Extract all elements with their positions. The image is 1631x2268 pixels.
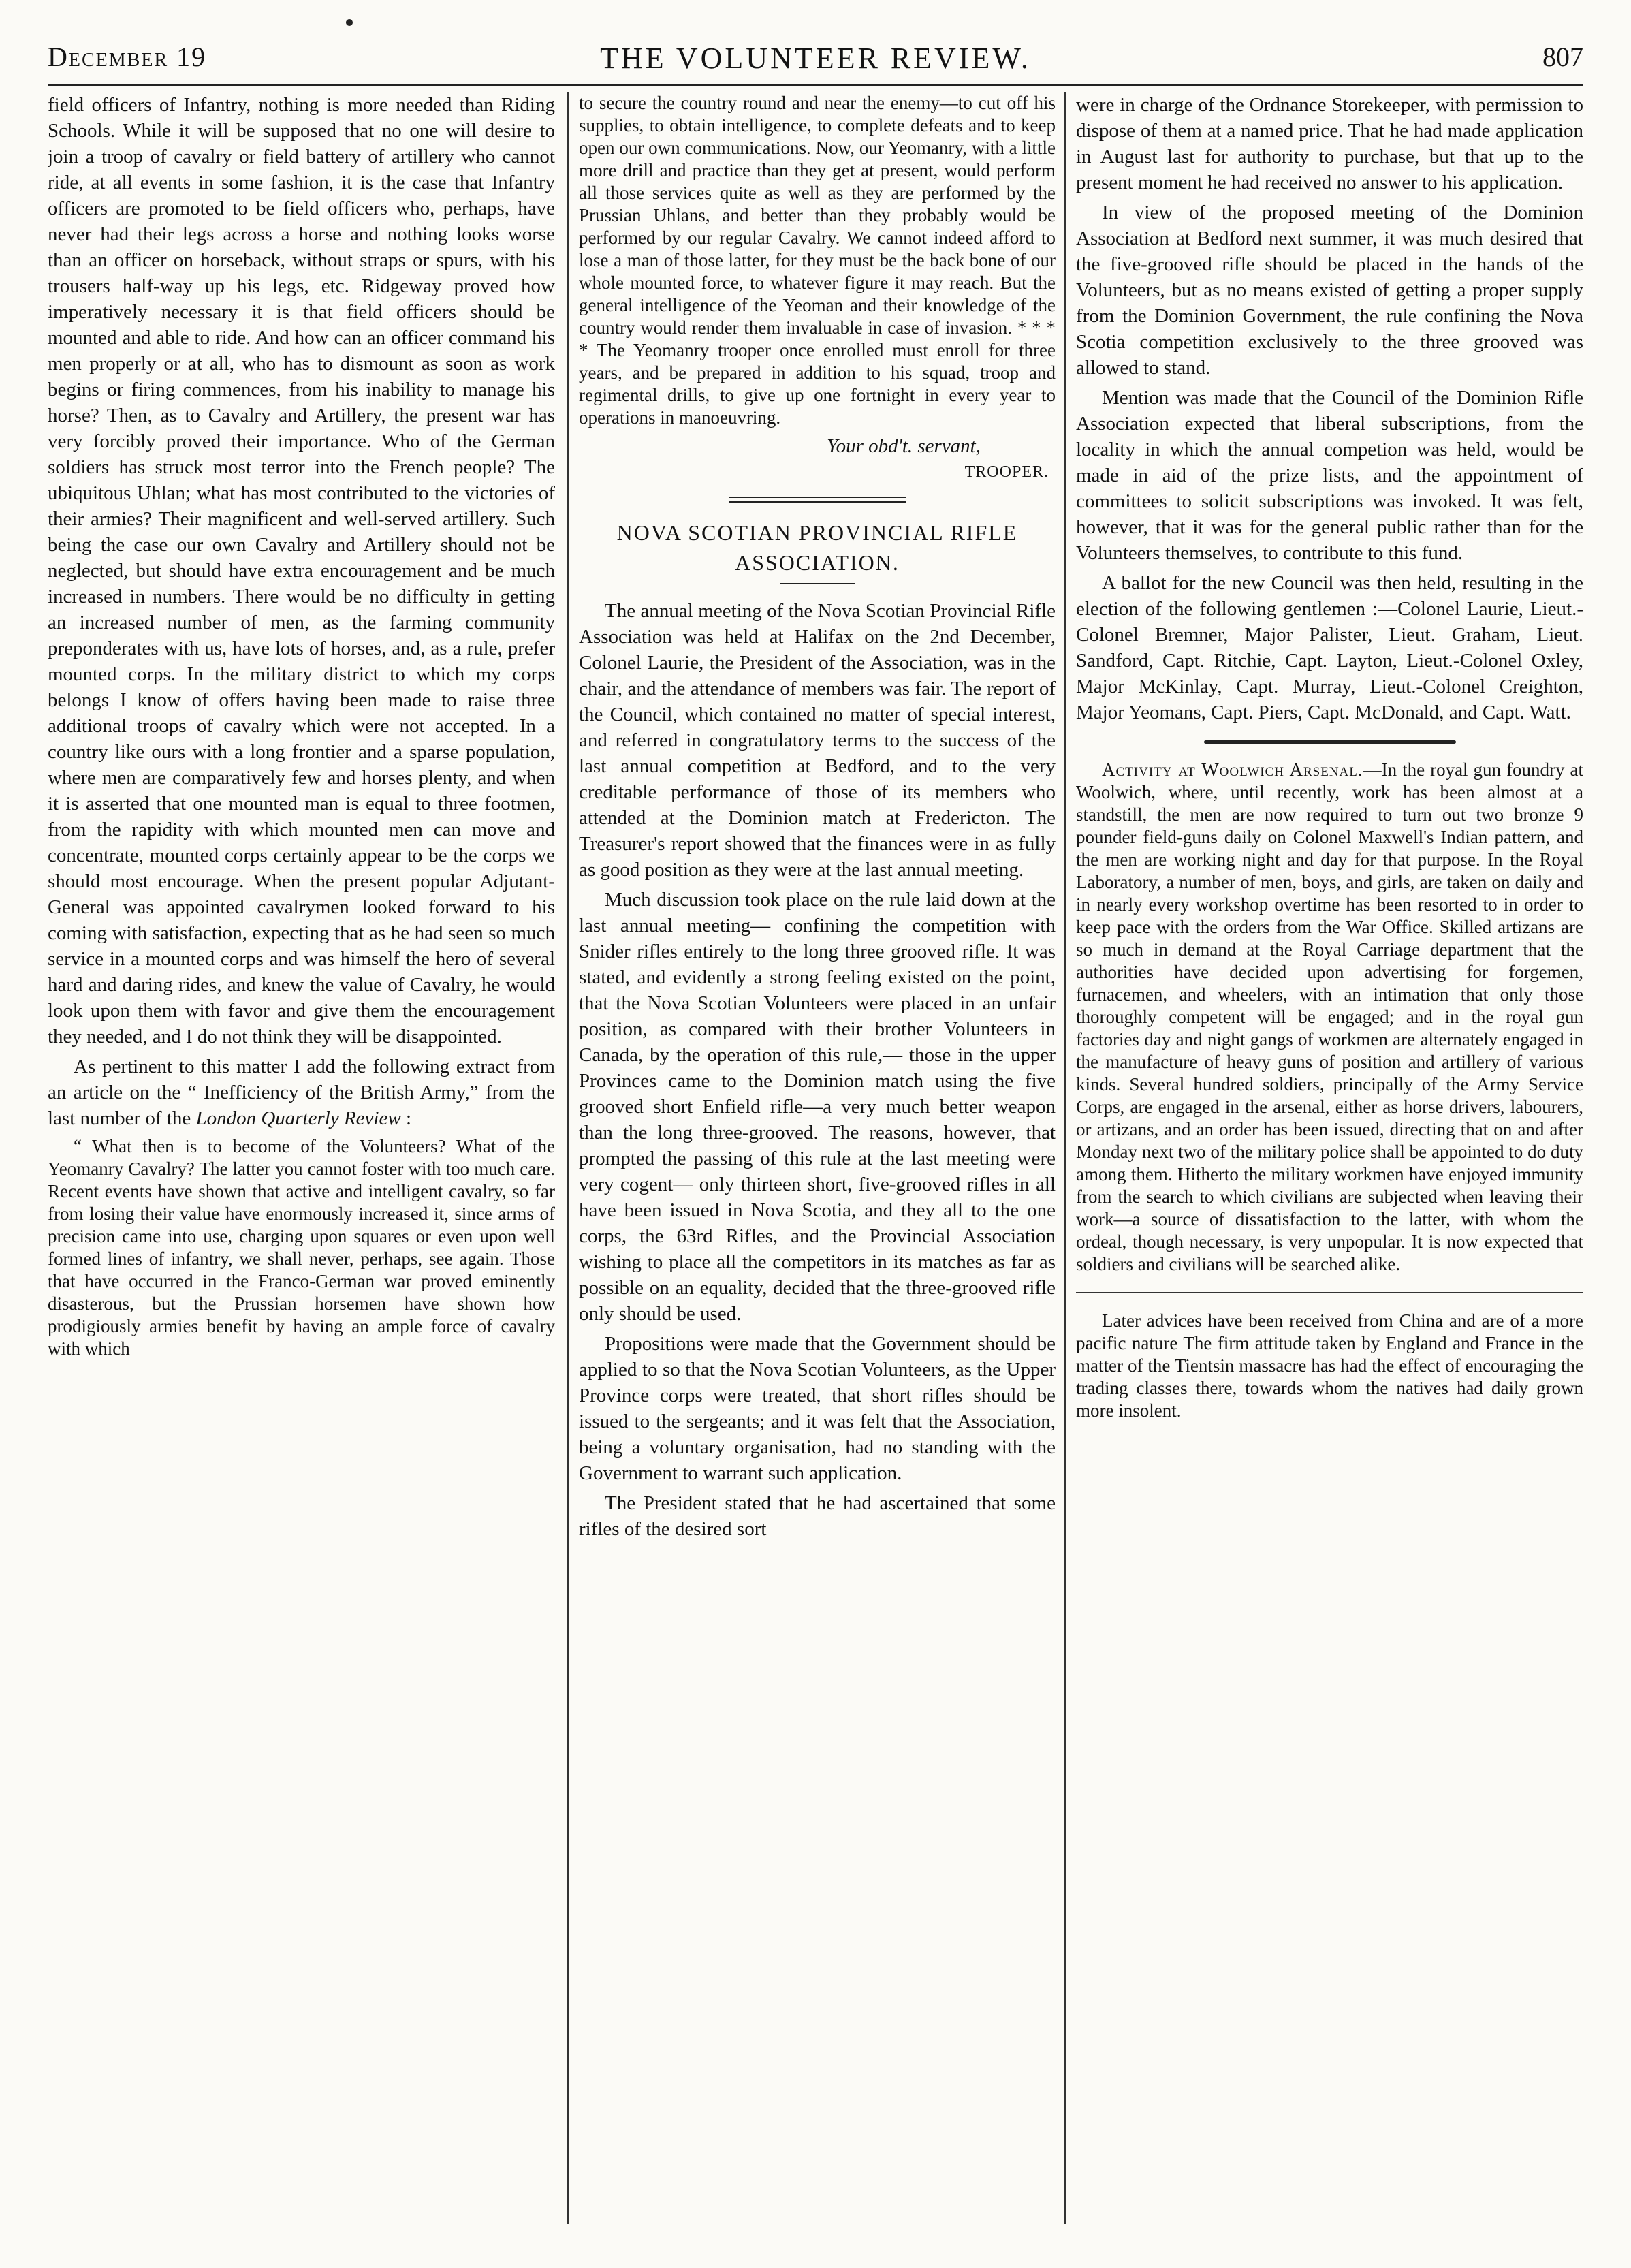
ink-dot xyxy=(346,19,353,26)
quote-continuation: to secure the country round and near the enemy—to cut off his supplies, to obtain intelligence, to complete defeats and to keep open our own communications. Now, our Yeomanry, with a little more drill and practice than they get at present, would perform all those services quite as well as they are performed by the Prussian Uhlans, and better than they probably would be performed by our regular Cavalry. We cannot indeed afford to lose a man of those latter, for they must be the back bone of our whole mounted force, to whatever figure it may reach. But the general intelligence of the Yeoman and their knowledge of the country would render them invaluable in case of invasion. * * * * The Yeomanry trooper once enrolled must enroll for three years, and be prepared in addition to his squad, troop and regimental drills, to give up one fortnight in every year to operations in manoeuvring. xyxy=(579,93,1056,428)
column-divider xyxy=(1064,92,1066,2224)
article-paragraph: A ballot for the new Council was then held, resulting in the election of the following gentlemen :—Colonel Laurie, Lieut.-Colonel Bremner, Major Palister, Lieut. Graham, Lieut. Sandford, Capt. Ritchie, Capt. Layton, Lieut.-Colonel Oxley, Major McKinlay, Capt. Murray, Lieut.-Colonel Creighton, Major Yeomans, Capt. Piers, Capt. McDonald, and Capt. Watt. xyxy=(1076,572,1583,723)
page-header xyxy=(48,41,1583,82)
letter-sign-off: Your obd't. servant, xyxy=(827,435,981,457)
column-1 xyxy=(48,92,555,2227)
quote-paragraph: “ What then is to become of the Volunteers? What of the Yeomanry Cavalry? The latter you cannot foster with too much care. Recent events have shown that active and intelligent cavalry, so far from losing their value have enormously increased it, since arms of precision came into use, charging upon squares or even upon well formed lines of infantry, we shall never, perhaps, see again. Those that have occurred in the Franco-German war proved eminently disasterous, but the Prussian horsemen have shown how prodigiously armies benefit by having an ample force of cavalry with which xyxy=(48,1136,555,1359)
section-divider xyxy=(1076,1292,1583,1293)
extract-intro-end: : xyxy=(400,1107,411,1129)
article-paragraph: Propositions were made that the Government should be applied to so that the Nova Scotian Volunteers, as the Upper Province corps were treated, that short rifles should be issued to the sergeants; and it was felt that the Association, being a voluntary organisation, had no standing with the Government to warrant such application. xyxy=(579,1333,1056,1484)
header-date: December 19 xyxy=(48,42,207,72)
article-paragraph: Much discussion took place on the rule laid down at the last annual meeting— confining the competition with Snider rifles entirely to the long three grooved rifle. It was stated, and evidently a strong feeling existed on the point, that the Nova Scotian Volunteers were placed in an unfair position, as compared with their brother Volunteers in Canada, by the operation of this rule,— those in the upper Provinces came to the Dominion match using the five grooved short Enfield rifle—a very much better weapon than the long three-grooved. The reasons, however, that prompted the passing of this rule at the last meeting were very cogent— only thirteen short, five-grooved rifles in all have been issued in Nova Scotia, and they all to the one corps, the 63rd Rifles, and the Provincial Association wishing to place all the competitors in its matches as far as possible on an equality, decided that the three-grooved rifle only should be used. xyxy=(579,889,1056,1325)
article-paragraph: The President stated that he had ascertained that some rifles of the desired sort xyxy=(579,1492,1056,1540)
woolwich-heading: Activity at Woolwich Arsenal. xyxy=(1102,759,1363,780)
section-title: NOVA SCOTIAN PROVINCIAL RIFLE ASSOCIATION. xyxy=(616,520,1018,575)
section-divider xyxy=(729,497,906,503)
header-title: THE VOLUNTEER REVIEW. xyxy=(600,42,1031,75)
column-3 xyxy=(1076,92,1583,2227)
letter-paragraph: field officers of Infantry, nothing is more needed than Riding Schools. While it will be supposed that no one will desire to join a troop of cavalry or field battery of artillery who cannot ride, at all events in some fashion, it is the case that Infantry officers are promoted to be field officers who, perhaps, have never had their legs across a horse and nothing looks worse than an officer on horseback, without straps or spurs, with his trousers half-way up his legs, etc. Ridgeway proved how imperatively necessary it is that field officers should be mounted and able to ride. And how can an officer command his men properly or at all, who has to dismount as soon as work begins or firing commences, from his inability to manage his horse? Then, as to Cavalry and Artillery, the present war has very forcibly proved their importance. Who of the German soldiers has struck most terror into the French people? The ubiquitous Uhlan; what has most contributed to the victories of their armies? Their magnificent and well-served artillery. Such being the case our own Cavalry and Artillery should not be neglected, but should have extra encouragement and be much increased in numbers. There would be no difficulty in getting an increased number of men, as the farming community preponderates with us, have lots of horses, and, as a rule, prefer mounted corps. In the military district to which my corps belongs I know of offers having been made to raise three additional troops of cavalry which were not accepted. In a country like ours with a long frontier and a sparse population, where men are comparatively few and horses plenty, and when it is asserted that one mounted man is equal to three footmen, from the rapidity with which mounted men can move and concentrate, mounted corps certainly appear to be the corps we should most encourage. When the present popular Adjutant-General was appointed cavalrymen looked forward to his coming with satisfaction, expecting that as he had seen so much service in a mounted corps and was himself the hero of several hard and daring rides, and knew the value of Cavalry, he would look upon them with favor and give them the encouragement they needed, and I do not think they will be disappointed. xyxy=(48,94,555,1048)
article-paragraph: Mention was made that the Council of the Dominion Rifle Association expected that liberal subscriptions, from the locality in which the annual competion was held, would be made in aid of the prize lists, and the appointment of committees to solicit subscriptions was invoked. It was felt, however, that it was for the general public rather than for the Volunteers themselves, to contribute to this fund. xyxy=(1076,387,1583,564)
article-paragraph: The annual meeting of the Nova Scotian Provincial Rifle Association was held at Halifax on the 2nd December, Colonel Laurie, the President of the Association, was in the chair, and the attendance of members was fair. The report of the Council, which contained no matter of special interest, and referred in congratulatory terms to the success of the last annual competition at Bedford, and to the very creditable performance of those of its members who attended at the Dominion match at Fredericton. The Treasurer's report showed that the finances were in as fully as good position as they were at the last annual meeting. xyxy=(579,600,1056,881)
header-rule xyxy=(48,84,1583,86)
extract-intro-text: As pertinent to this matter I add the following extract from an article on the “ Inefficiency of the British Army,” from the last number of the xyxy=(48,1056,555,1129)
china-paragraph: Later advices have been received from China and are of a more pacific nature The firm attitude taken by England and France in the matter of the Tientsin massacre has had the effect of encouraging the trading classes there, towards whom the natives had daily grown more insolent. xyxy=(1076,1310,1583,1421)
section-divider xyxy=(1204,740,1456,744)
letter-signature: TROOPER. xyxy=(964,463,1049,481)
extract-source: London Quarterly Review xyxy=(195,1107,401,1129)
header-page-number: 807 xyxy=(1542,42,1583,72)
title-rule xyxy=(780,583,855,584)
woolwich-paragraph xyxy=(1076,759,1583,1276)
column-divider xyxy=(567,92,569,2224)
woolwich-text: —In the royal gun foundry at Woolwich, where, until recently, work has been almost at a standstill, the men are now required to turn out two bronze 9 pounder field-guns daily on Colonel Maxwell's Indian pattern, and the men are working night and day for that purpose. In the Royal Laboratory, a number of men, boys, and girls, are taken on daily and in nearly every workshop overtime has been resorted to in order to keep pace with the orders from the War Office. Skilled artizans are so much in demand at the Royal Carriage department that the authorities have decided upon advertising for forgemen, furnacemen, and wheelers, with an intimation that only those thoroughly competent will be engaged; and in the royal gun factories day and night gangs of workmen are alternately engaged in the manufacture of heavy guns of position and artillery of various kinds. Several hundred soldiers, principally of the Army Service Corps, are engaged in the arsenal, either as horse drivers, labourers, or artizans, and an order has been issued, directing that on and after Monday next two of the military police shall be appointed to do duty among them. Hitherto the military workmen have enjoyed immunity from the search to which civilians are subjected when leaving their work—a source of dissatisfaction to the latter, with whom the ordeal, though necessary, is very unpopular. It is now expected that soldiers and civilians will be searched alike. xyxy=(1076,759,1583,1274)
extract-intro xyxy=(48,1054,555,1131)
article-paragraph: were in charge of the Ordnance Storekeeper, with permission to dispose of them at a named price. That he had made application in August last for authority to purchase, but that up to the present moment he had received no answer to his application. xyxy=(1076,94,1583,193)
column-2 xyxy=(579,92,1056,2227)
article-paragraph: In view of the proposed meeting of the Dominion Association at Bedford next summer, it was much desired that the five-grooved rifle should be placed in the hands of the Volunteers, but as no means existed of getting a proper supply from the Dominion Government, the rule confining the Nova Scotia competition exclusively to the three grooved was allowed to stand. xyxy=(1076,202,1583,379)
